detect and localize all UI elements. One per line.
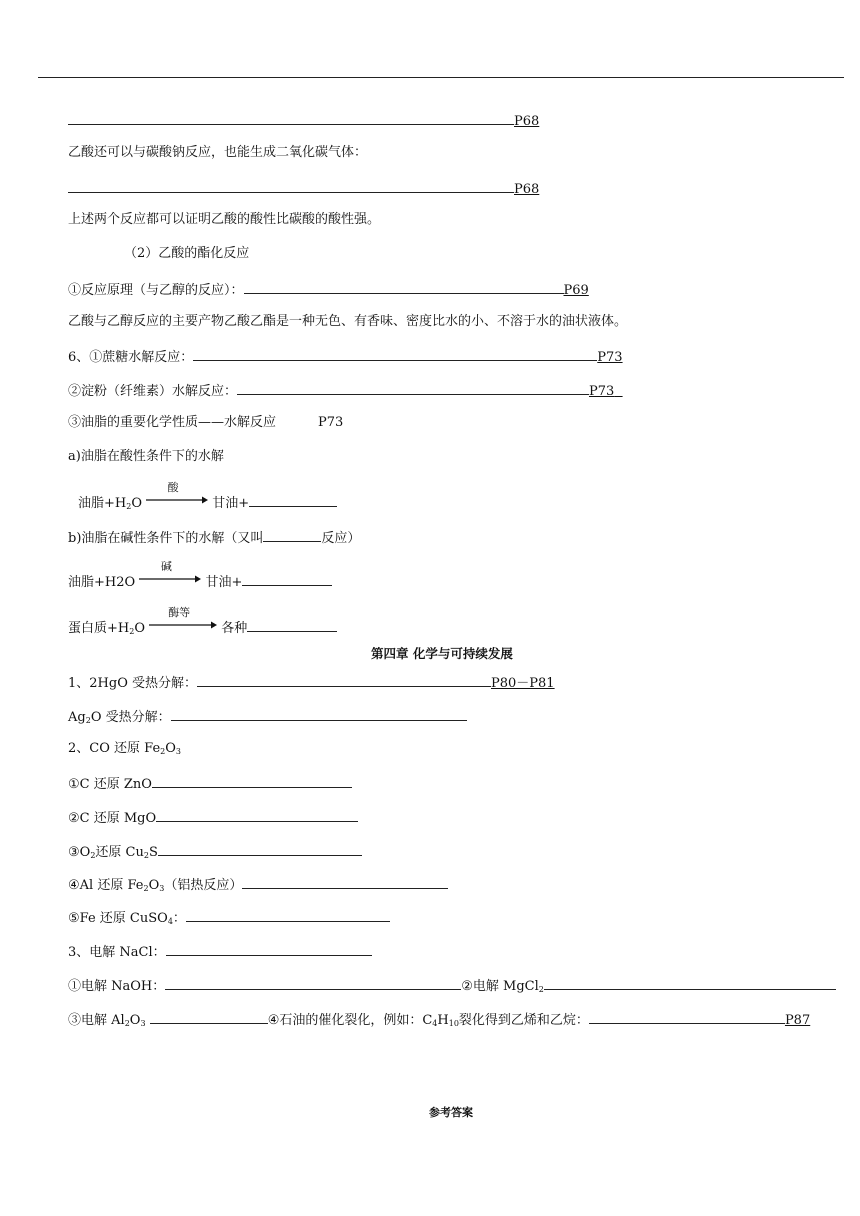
page-ref: P68 (514, 182, 540, 197)
arrow-condition: 酸 (167, 481, 179, 494)
question-label: ④ (267, 1013, 280, 1028)
question-label: ①电解 NaOH： (68, 979, 166, 994)
reaction-arrow-icon (149, 606, 217, 632)
subscript: 2 (160, 747, 166, 756)
subscript: 4 (167, 917, 173, 926)
eq-right: 甘油+ (205, 575, 243, 590)
question-label: S (148, 845, 158, 860)
subscript: 2 (85, 716, 91, 725)
reaction-arrow-icon (146, 481, 208, 507)
text-line: 上述两个反应都可以证明乙酸的酸性比碳酸的酸性强。 (68, 212, 381, 227)
question-line (68, 807, 358, 825)
question-label: O (148, 878, 160, 893)
chapter-title: 第四章 化学与可持续发展 (371, 646, 513, 661)
question-label: O (129, 1013, 141, 1028)
arrow-condition: 酶等 (168, 606, 191, 619)
subscript: 3 (140, 1019, 146, 1028)
page-ref: P73 (589, 384, 615, 399)
question-label: 裂化得到乙烯和乙烷： (458, 1013, 589, 1028)
page-ref: P80－P81 (491, 676, 555, 691)
page-ref: P68 (514, 114, 540, 129)
subscript: 2 (126, 502, 132, 511)
eq-left: O (131, 496, 142, 511)
question-line (68, 975, 836, 993)
subscript: 4 (432, 1019, 438, 1028)
question-label: Ag (68, 710, 86, 725)
page-ref: P73 (318, 415, 344, 430)
subscript: 3 (159, 884, 165, 893)
question-line (68, 841, 362, 859)
question-line (68, 773, 352, 791)
text-line: 乙酸与乙醇反应的主要产物乙酸乙酯是一种无色、有香味、密度比水的小、不溶于水的油状液体。 (68, 314, 628, 329)
subscript: 2 (124, 1019, 130, 1028)
question-label: 还原 Cu (95, 845, 144, 860)
question-label: ⑤Fe 还原 CuSO (68, 911, 168, 926)
question-line (68, 380, 623, 398)
question-label: ③O (68, 845, 91, 860)
equation-base-hydrolysis (68, 560, 332, 590)
question-line (68, 941, 372, 959)
question-label: （铝热反应） (164, 878, 243, 893)
reaction-arrow-icon (139, 560, 201, 586)
eq-right: 各种 (221, 621, 248, 636)
section-heading: （2）乙酸的酯化反应 (124, 246, 250, 261)
answer-line (68, 110, 539, 128)
eq-left: 油脂+H2O (68, 575, 136, 590)
question-label: ③油脂的重要化学性质——水解反应 (68, 415, 277, 430)
subscript: 2 (129, 627, 135, 636)
question-label: H (437, 1013, 449, 1028)
question-line (68, 874, 448, 892)
question-line (68, 279, 589, 297)
question-label: O 受热分解： (90, 710, 171, 725)
question-label: ： (172, 911, 186, 926)
question-label: 3、电解 NaCl： (68, 945, 166, 960)
page-ref: P69 (563, 283, 589, 298)
answers-title: 参考答案 (429, 1106, 473, 1119)
text-line: 乙酸还可以与碳酸钠反应，也能生成二氧化碳气体： (68, 145, 368, 160)
question-label: ①反应原理（与乙醇的反应）： (68, 283, 244, 298)
question-line (68, 1009, 810, 1027)
question-line (68, 527, 360, 545)
eq-left: 蛋白质+H (68, 621, 130, 636)
question-label: ②淀粉（纤维素）水解反应： (68, 384, 238, 399)
question-line (68, 740, 181, 758)
subscript: 2 (143, 884, 149, 893)
answer-line (68, 178, 539, 196)
question-label: 反应） (321, 531, 361, 546)
subscript: 2 (538, 985, 544, 994)
question-label: O (165, 741, 176, 756)
question-label: b)油脂在碱性条件下的水解（又叫 (68, 531, 264, 546)
question-line (68, 672, 555, 690)
subscript: 2 (90, 851, 96, 860)
header-rule (38, 77, 844, 78)
subscript: 2 (143, 851, 149, 860)
question-label: ②电解 MgCl (461, 979, 539, 994)
equation-protein-hydrolysis (68, 606, 337, 636)
question-line (68, 706, 467, 724)
arrow-condition: 碱 (160, 560, 172, 573)
subscript: 3 (175, 747, 182, 756)
question-label: ②C 还原 MgO (68, 811, 157, 826)
eq-left: 油脂+H (78, 496, 127, 511)
question-line (68, 907, 390, 925)
page-ref: P87 (784, 1013, 811, 1028)
question-label: 石油的催化裂化，例如：C (279, 1013, 433, 1028)
equation-acid-hydrolysis (78, 481, 337, 511)
page-ref: P73 (597, 350, 623, 365)
question-label: 6、①蔗糖水解反应： (68, 350, 194, 365)
text-line: a)油脂在酸性条件下的水解 (68, 449, 224, 464)
eq-left: O (134, 621, 145, 636)
question-label: ④Al 还原 Fe (68, 878, 144, 893)
subscript: 10 (448, 1019, 459, 1028)
eq-right: 甘油+ (212, 496, 250, 511)
question-label: 1、2HgO 受热分解： (68, 676, 197, 691)
question-label: ①C 还原 ZnO (68, 777, 152, 792)
question-label: 2、CO 还原 Fe (68, 741, 161, 756)
question-label: ③电解 Al (68, 1013, 125, 1028)
question-line (68, 346, 623, 364)
question-line (68, 414, 343, 432)
